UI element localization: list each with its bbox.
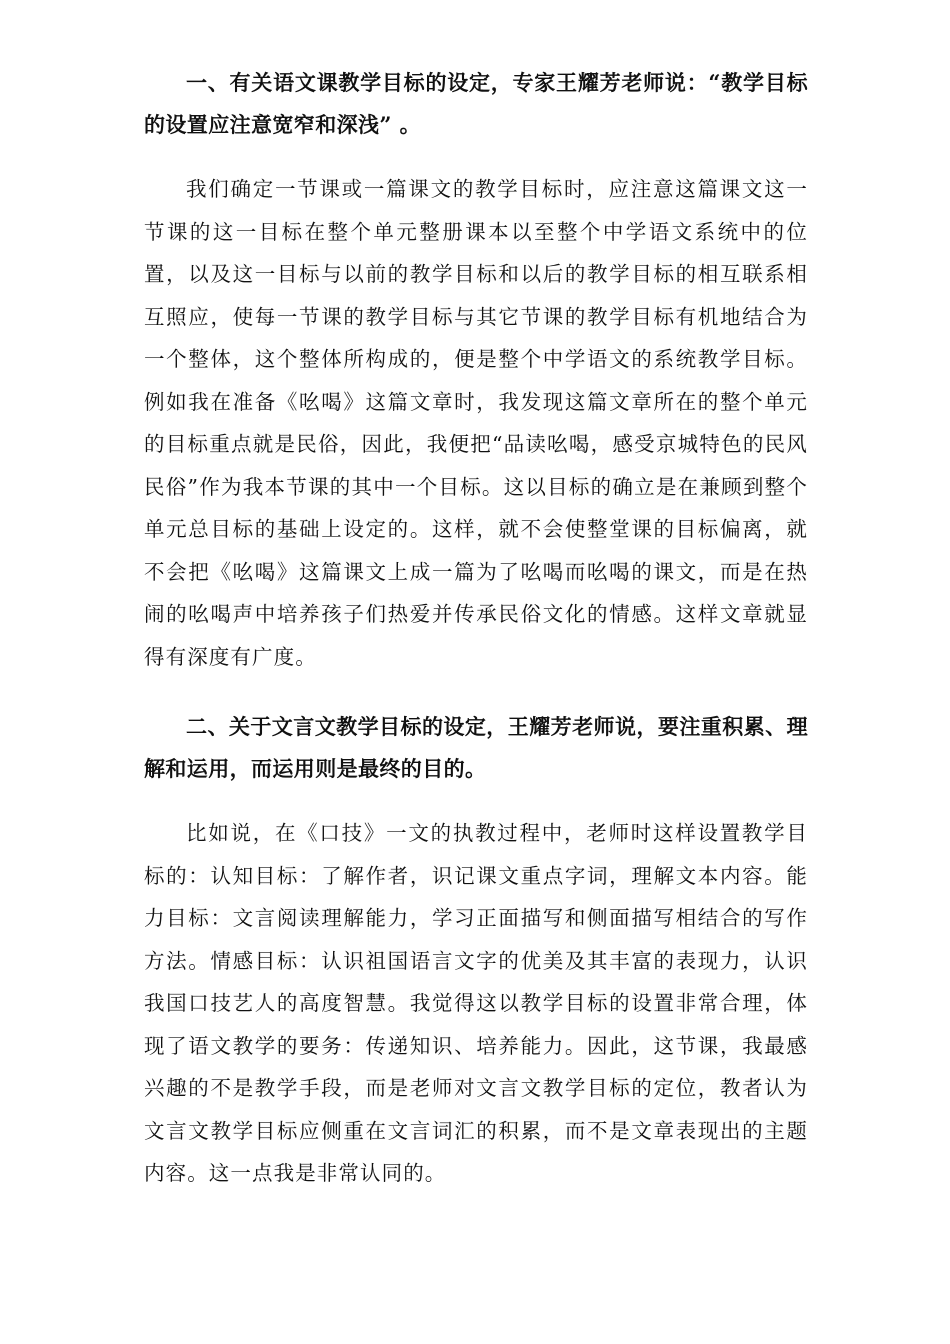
section-1-heading: 一、有关语文课教学目标的设定，专家王耀芳老师说：“教学目标的设置应注意宽窄和深浅” 。	[144, 70, 808, 137]
section-1-paragraph: 我们确定一节课或一篇课文的教学目标时，应注意这篇课文这一节课的这一目标在整个单元整册课本以至整个中学语文系统中的位置，以及这一目标与以前的教学目标和以后的教学目标的相互联系相互照应，使每一节课的教学目标与其它节课的教学目标有机地结合为一个整体，这个整体所构成的，便是整个中学语文的系统教学目标。例如我在准备《吆喝》这篇文章时，我发现这篇文章所在的整个单元的目标重点就是民俗，因此，我便把“品读吆喝，感受京城特色的民风民俗”作为我本节课的其中一个目标。这以目标的确立是在兼顾到整个单元总目标的基础上设定的。这样，就不会使整堂课的目标偏离，就不会把《吆喝》这篇课文上成一篇为了吆喝而吆喝的课文，而是在热闹的吆喝声中培养孩子们热爱并传承民俗文化的情感。这样文章就显得有深度有广度。	[144, 177, 808, 669]
section-2-paragraph: 比如说，在《口技》一文的执教过程中，老师时这样设置教学目标的：认知目标：了解作者，识记课文重点字词，理解文本内容。能力目标：文言阅读理解能力，学习正面描写和侧面描写相结合的写作方法。情感目标：认识祖国语言文字的优美及其丰富的表现力，认识我国口技艺人的高度智慧。我觉得这以教学目标的设置非常合理，体现了语文教学的要务：传递知识、培养能力。因此，这节课，我最感兴趣的不是教学手段，而是老师对文言文教学目标的定位，教者认为文言文教学目标应侧重在文言词汇的积累，而不是文章表现出的主题内容。这一点我是非常认同的。	[144, 821, 808, 1185]
section-2-heading: 二、关于文言文教学目标的设定，王耀芳老师说，要注重积累、理解和运用，而运用则是最终的目的。	[144, 714, 808, 781]
document-body	[144, 62, 808, 1223]
